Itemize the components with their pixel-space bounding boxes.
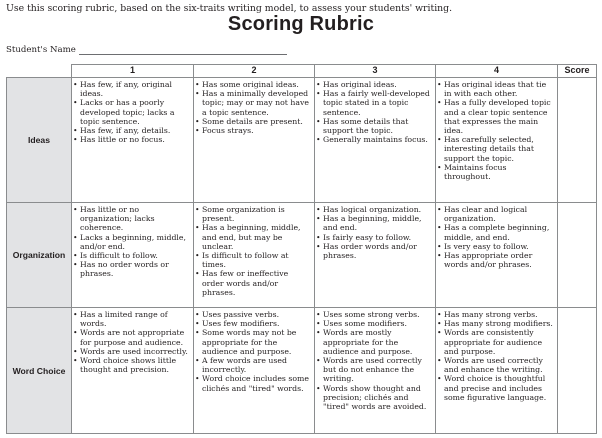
criteria-item: • Has appropriate order words and/or phrases. (444, 251, 555, 269)
rubric-cell (72, 203, 194, 308)
criteria-item: • Has a beginning, middle, and end. (323, 214, 433, 232)
criteria-item: • Maintains focus throughout. (444, 163, 555, 181)
criteria-item: • Focus strays. (202, 126, 312, 135)
criteria-item: • Words are not appropriate for purpose and audience. (80, 328, 191, 346)
criteria-item: • Words show thought and precision; clichés and "tired" words are avoided. (323, 384, 433, 412)
criteria-item: • Has a beginning, middle, and end, but may be unclear. (202, 223, 312, 251)
criteria-item: • Has few, if any, original ideas. (80, 80, 191, 98)
page-title: Scoring Rubric (227, 13, 375, 35)
criteria-item: • Has few, if any, details. (80, 126, 191, 135)
rubric-row (7, 308, 597, 434)
criteria-item: • Word choice is thoughtful and precise and includes some figurative language. (444, 374, 555, 402)
criteria-item: • Lacks or has a poorly developed topic; lacks a topic sentence. (80, 98, 191, 126)
rubric-body (7, 78, 597, 434)
rubric-cell (194, 203, 315, 308)
criteria-item: • Has carefully selected, interesting details that support the topic. (444, 135, 555, 163)
criteria-item: • Has many strong modifiers. (444, 319, 555, 328)
criteria-item: • Has some details that support the topic. (323, 117, 433, 135)
rubric-cell (315, 78, 436, 203)
criteria-item: • Has little or no organization; lacks coherence. (80, 205, 191, 233)
criteria-item: • Has no order words or phrases. (80, 260, 191, 278)
criteria-item: • Words are consistently appropriate for audience and purpose. (444, 328, 555, 356)
rubric-header-row (7, 65, 597, 78)
criteria-item: • Has many strong verbs. (444, 310, 555, 319)
criteria-item: • Is very easy to follow. (444, 242, 555, 251)
rubric-row (7, 203, 597, 308)
criteria-item: • Uses some modifiers. (323, 319, 433, 328)
criteria-item: • Words are used correctly and enhance the writing. (444, 356, 555, 374)
criteria-item: • Has a fairly well-developed topic stated in a topic sentence. (323, 89, 433, 117)
criteria-item: • Some details are present. (202, 117, 312, 126)
rubric-cell (194, 308, 315, 434)
criterion-label: Word Choice (7, 308, 72, 434)
criteria-list (72, 78, 193, 145)
student-name-line (79, 45, 287, 55)
criteria-list (194, 308, 314, 394)
rubric-cell (436, 308, 558, 434)
criteria-list (72, 308, 193, 375)
student-name-label: Student's Name (6, 45, 76, 55)
criteria-item: • Has a fully developed topic and a clear topic sentence that expresses the main idea. (444, 98, 555, 135)
criteria-item: • Has logical organization. (323, 205, 433, 214)
criteria-list (72, 203, 193, 280)
criteria-list (315, 203, 435, 261)
criteria-item: • Uses few modifiers. (202, 319, 312, 328)
column-header: 2 (194, 65, 315, 78)
criteria-item: • Words are used incorrectly. (80, 347, 191, 356)
score-cell[interactable] (558, 308, 597, 434)
criteria-item: • Is fairly easy to follow. (323, 233, 433, 242)
criteria-list (436, 203, 557, 270)
criteria-item: • Has some original ideas. (202, 80, 312, 89)
criteria-item: • Is difficult to follow. (80, 251, 191, 260)
criteria-list (436, 308, 557, 403)
criteria-item: • Words are used correctly but do not enhance the writing. (323, 356, 433, 384)
criteria-list (194, 78, 314, 136)
rubric-cell (315, 203, 436, 308)
criteria-item: • Lacks a beginning, middle, and/or end. (80, 233, 191, 251)
criteria-list (436, 78, 557, 182)
criterion-label: Ideas (7, 78, 72, 203)
criteria-item: • Has little or no focus. (80, 135, 191, 144)
rubric-cell (194, 78, 315, 203)
rubric-cell (315, 308, 436, 434)
score-cell[interactable] (558, 78, 597, 203)
criteria-item: • Has a limited range of words. (80, 310, 191, 328)
rubric-row (7, 78, 597, 203)
criteria-item: • Has original ideas that tie in with each other. (444, 80, 555, 98)
criteria-item: • Has a minimally developed topic; may or may not have a topic sentence. (202, 89, 312, 117)
criteria-item: • A few words are used incorrectly. (202, 356, 312, 374)
header-corner (7, 65, 72, 78)
rubric-cell (72, 308, 194, 434)
criteria-item: • Has a complete beginning, middle, and end. (444, 223, 555, 241)
criteria-item: • Words are mostly appropriate for the audience and purpose. (323, 328, 433, 356)
score-header: Score (558, 65, 597, 78)
criteria-item: • Uses passive verbs. (202, 310, 312, 319)
criteria-list (315, 78, 435, 145)
criteria-item: • Has clear and logical organization. (444, 205, 555, 223)
criteria-list (194, 203, 314, 298)
score-cell[interactable] (558, 203, 597, 308)
column-header: 1 (72, 65, 194, 78)
criteria-list (315, 308, 435, 412)
criteria-item: • Word choice shows little thought and precision. (80, 356, 191, 374)
criteria-item: • Some organization is present. (202, 205, 312, 223)
criteria-item: • Has order words and/or phrases. (323, 242, 433, 260)
criteria-item: • Has original ideas. (323, 80, 433, 89)
rubric-table (6, 64, 597, 434)
rubric-cell (436, 203, 558, 308)
criteria-item: • Is difficult to follow at times. (202, 251, 312, 269)
column-header: 3 (315, 65, 436, 78)
criteria-item: • Has few or ineffective order words and/or phrases. (202, 269, 312, 297)
rubric-cell (436, 78, 558, 203)
criteria-item: • Generally maintains focus. (323, 135, 433, 144)
criteria-item: • Some words may not be appropriate for the audience and purpose. (202, 328, 312, 356)
rubric-cell (72, 78, 194, 203)
student-name-row (6, 45, 287, 55)
column-header: 4 (436, 65, 558, 78)
criteria-item: • Word choice includes some clichés and "tired" words. (202, 374, 312, 392)
criteria-item: • Uses some strong verbs. (323, 310, 433, 319)
criterion-label: Organization (7, 203, 72, 308)
instructions-text: Use this scoring rubric, based on the six-traits writing model, to assess your students' writing. (6, 3, 453, 14)
